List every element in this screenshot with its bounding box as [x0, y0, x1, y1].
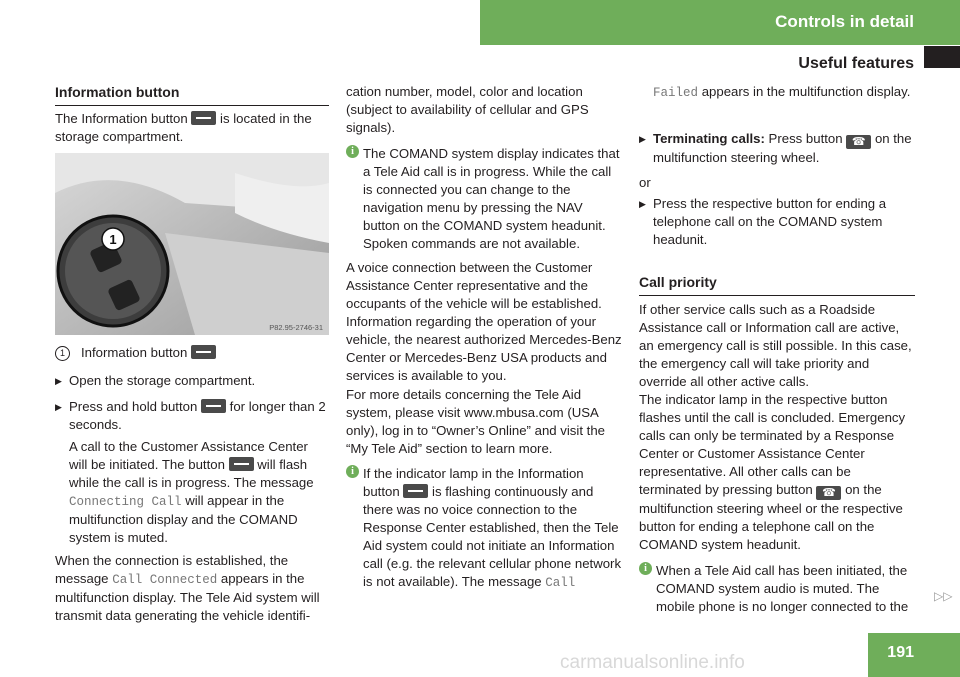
paragraph: The Information button is located in the storage compartment.: [55, 111, 312, 144]
information-button-icon: [191, 111, 216, 125]
heading-information-button: Information button: [55, 83, 329, 106]
paragraph: For more details concerning the Tele Aid system, please visit www.mbusa.com (USA only), log in to “Owner’s Online” and visit the “My Tele Aid” section to learn more.: [346, 387, 605, 456]
subsection-title: Useful features: [798, 55, 914, 72]
phone-end-icon: ☎: [816, 486, 841, 500]
phone-end-icon: ☎: [846, 135, 871, 149]
paragraph: When the connection is established, the message Call Connected appears in the multifunction display. The Tele Aid system will transmit data generating the vehicle identifi-: [55, 553, 320, 623]
display-message: Call: [545, 576, 576, 590]
information-button-icon: [229, 457, 254, 471]
paragraph: Failed appears in the multifunction display.: [653, 84, 911, 100]
paragraph: or: [639, 175, 651, 190]
arrow-right-icon: ▶: [55, 376, 62, 386]
step: ▶ Terminating calls: Press button ☎ on the multifunction steering wheel.: [639, 131, 912, 165]
legend-number: 1: [55, 346, 70, 361]
paragraph: The indicator lamp in the respective button flashes until the call is concluded. Emergency calls can only be terminated by a Response Center or Customer Assistance Center representative. All other calls can be terminated by pressing button ☎ on the multifunction steering wheel or the respective button for ending a telephone call on the COMAND system headunit.: [639, 392, 906, 552]
display-message: Call Connected: [112, 573, 218, 587]
continue-marker: ▷▷: [934, 589, 953, 603]
paragraph: A voice connection between the Customer Assistance Center representative and the occupants of the vehicle will be established. Information regarding the operation of your vehicle, the nearest authorized Mercedes-Benz Center or Mercedes-Benz USA products and services is available to you.: [346, 260, 622, 383]
display-message: Connecting Call: [69, 495, 182, 509]
arrow-right-icon: ▶: [639, 199, 646, 209]
header-block: [924, 46, 960, 68]
photo-legend: 1 Information button: [55, 344, 329, 362]
info-icon: i: [346, 145, 359, 158]
section-title: Controls in detail: [775, 12, 914, 31]
info-icon: i: [639, 562, 652, 575]
page-number: 191: [887, 644, 914, 661]
note: i When a Tele Aid call has been initiated, the COMAND system audio is muted. The mobile phone is no longer connected to the: [639, 562, 915, 616]
watermark: carmanualsonline.info: [560, 652, 745, 673]
photo-code: P82.95-2746-31: [269, 323, 323, 332]
step: ▶ Open the storage compartment.: [55, 373, 256, 388]
paragraph: A call to the Customer Assistance Center will be initiated. The button will flash while the call is in progress. The message Connecting Call will appear in the multifunction display and the COMAND system is muted.: [69, 439, 314, 545]
arrow-right-icon: ▶: [55, 402, 62, 412]
information-button-icon: [403, 484, 428, 498]
paragraph: If other service calls such as a Roadside Assistance call or Information call are active, an emergency call is still possible. In this case, the emergency call will take priority and override all other active calls.: [639, 302, 912, 389]
information-button-icon: [201, 399, 226, 413]
storage-compartment-photo: [55, 153, 329, 335]
heading-call-priority: Call priority: [639, 273, 915, 296]
page-number-box: [868, 633, 960, 677]
display-message: Failed: [653, 86, 699, 100]
step: ▶ Press the respective button for ending a telephone call on the COMAND system headunit.: [639, 196, 887, 247]
paragraph: cation number, model, color and location (subject to availability of cellular and GPS signals).: [346, 84, 589, 135]
info-icon: i: [346, 465, 359, 478]
note: i The COMAND system display indicates that a Tele Aid call is in progress. While the call is connected you can change to the navigation menu by pressing the NAV button on the COMAND system headunit. Spoken commands are not available.: [346, 145, 622, 253]
note: i If the indicator lamp in the Information button is flashing continuously and there was no voice connection to the Response Center established, then the Tele Aid system could not initiate an Information call (e.g. the relevant cellular phone network is not available). The message Call: [346, 465, 622, 592]
information-button-icon: [191, 345, 216, 359]
callout-number: 1: [109, 232, 117, 247]
step: ▶ Press and hold button for longer than 2 seconds.: [55, 399, 326, 432]
arrow-right-icon: ▶: [639, 134, 646, 144]
